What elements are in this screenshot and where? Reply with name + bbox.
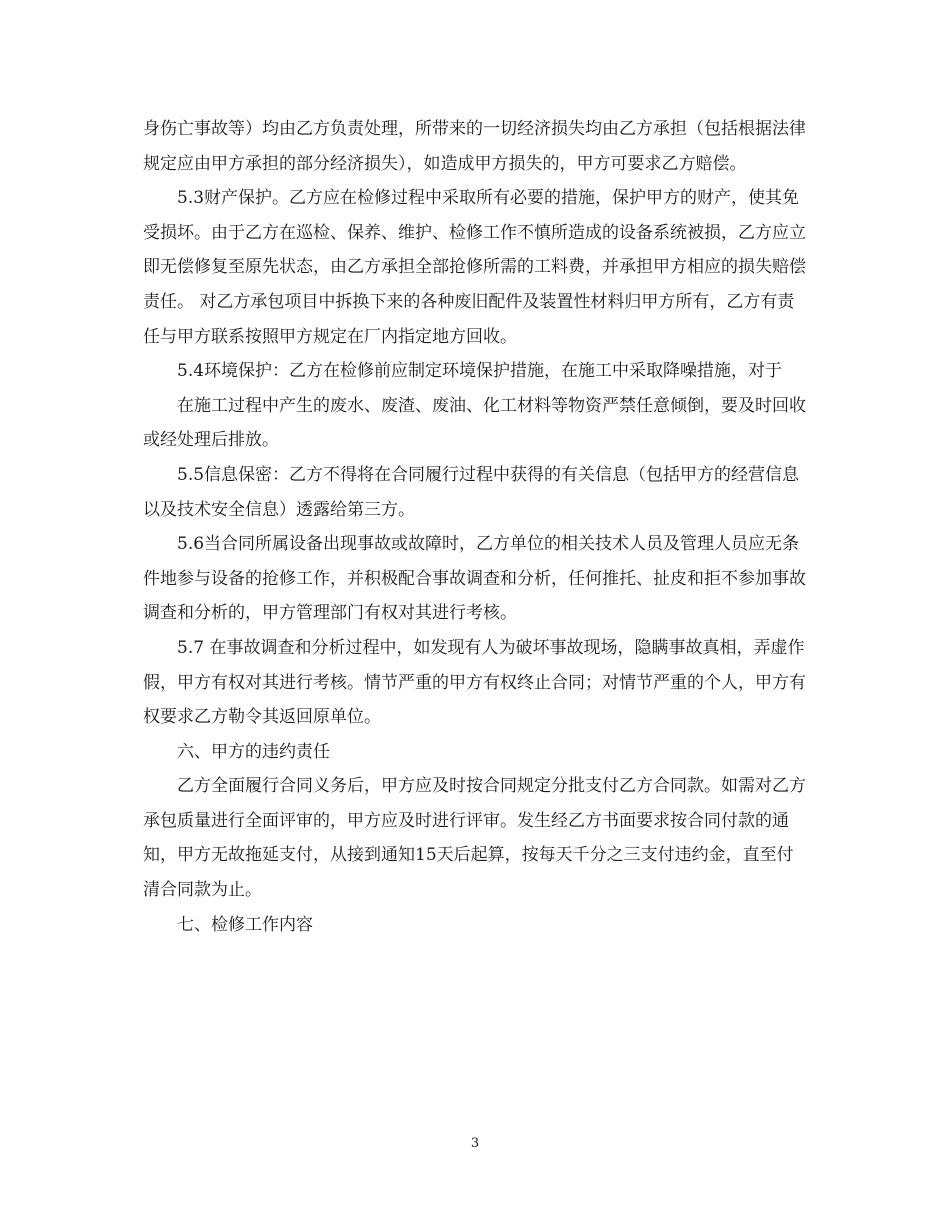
page-number: 3	[470, 1136, 480, 1151]
paragraph-5-6-incident-response	[143, 527, 807, 631]
document-body	[143, 112, 807, 942]
paragraph-text: 5.5信息保密：乙方不得将在合同履行过程中获得的有关信息（包括甲方的经营信息以及技术安全信息）透露给第三方。	[143, 464, 800, 520]
paragraph-6-breach-liability	[143, 769, 807, 907]
paragraph-text: 5.4环境保护：乙方在检修前应制定环境保护措施，在施工中采取降噪措施，对于	[177, 361, 783, 382]
section-heading-6	[143, 735, 807, 770]
paragraph-text: 在施工过程中产生的废水、废渣、废油、化工材料等物资严禁任意倾倒，要及时回收或经处理后排放。	[143, 395, 806, 451]
paragraph-text: 乙方全面履行合同义务后，甲方应及时按合同规定分批支付乙方合同款。如需对乙方承包质量进行全面评审的，甲方应及时进行评审。发生经乙方书面要求按合同付款的通知，甲方无故拖延支付，从接到通知15天后起算，按每天千分之三支付违约金，直至付清合同款为止。	[143, 776, 806, 901]
paragraph-text: 身伤亡事故等）均由乙方负责处理，所带来的一切经济损失均由乙方承担（包括根据法律规定应由甲方承担的部分经济损失），如造成甲方损失的，甲方可要求乙方赔偿。	[143, 119, 806, 174]
paragraph-text: 5.3财产保护。乙方应在检修过程中采取所有必要的措施，保护甲方的财产，使其免受损坏。由于乙方在巡检、保养、维护、检修工作不慎所造成的设备系统被损，乙方应立即无偿修复至原先状态，由乙方承担全部抢修所需的工料费，并承担甲方相应的损失赔偿责任。 对乙方承包项目中拆换下来的各种废旧配件及装置性材料归甲方所有，乙方有责任与甲方联系按照甲方规定在厂内指定地方回收。	[143, 188, 806, 347]
paragraph-5-4-environment-protection	[143, 354, 807, 389]
heading-text: 七、检修工作内容	[177, 914, 313, 935]
paragraph-5-3-property-protection	[143, 181, 807, 354]
heading-text: 六、甲方的违约责任	[177, 741, 330, 762]
section-heading-7	[143, 908, 807, 943]
paragraph-continued	[143, 112, 807, 181]
paragraph-5-4-continued	[143, 389, 807, 458]
paragraph-5-5-confidentiality	[143, 458, 807, 527]
paragraph-5-7-incident-investigation	[143, 631, 807, 735]
paragraph-text: 5.7 在事故调查和分析过程中，如发现有人为破坏事故现场，隐瞒事故真相，弄虚作假，甲方有权对其进行考核。情节严重的甲方有权终止合同；对情节严重的个人，甲方有权要求乙方勒令其返回原单位。	[143, 637, 806, 728]
paragraph-text: 5.6当合同所属设备出现事故或故障时，乙方单位的相关技术人员及管理人员应无条件地参与设备的抢修工作，并积极配合事故调查和分析，任何推托、扯皮和拒不参加事故调查和分析的，甲方管理部门有权对其进行考核。	[143, 534, 806, 624]
